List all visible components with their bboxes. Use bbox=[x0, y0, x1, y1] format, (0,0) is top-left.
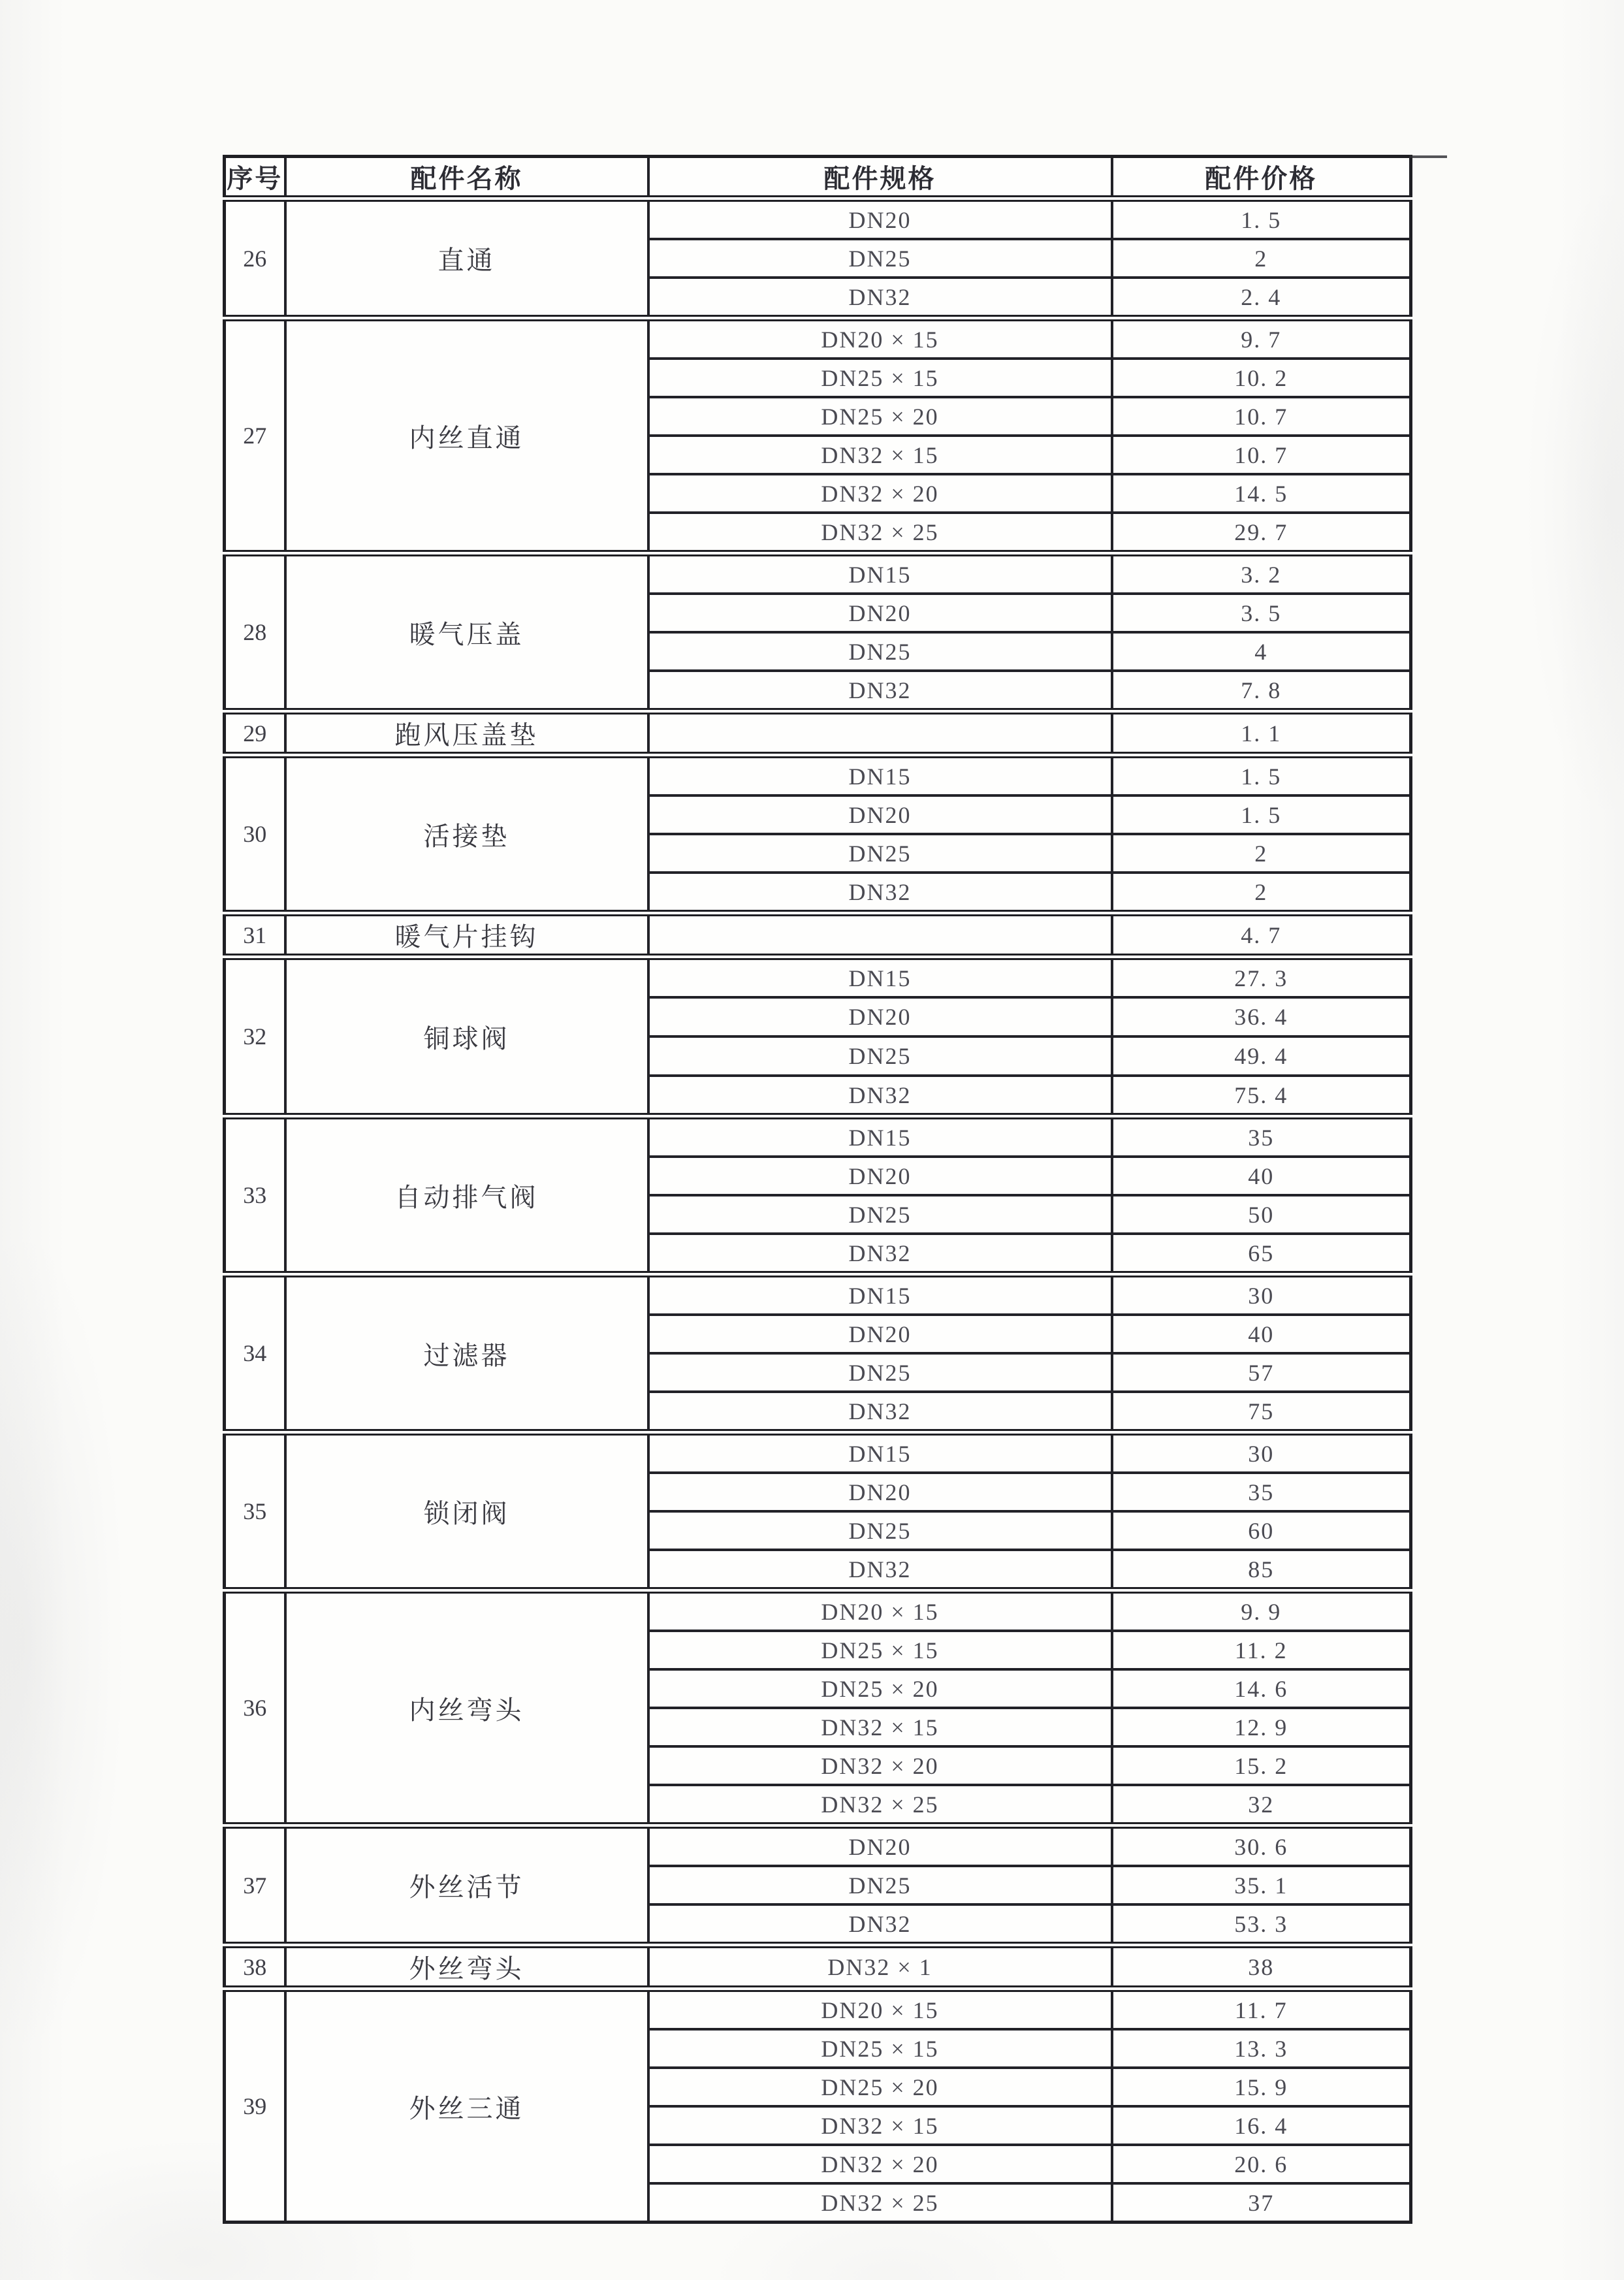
serial-number: 31 bbox=[225, 913, 285, 957]
part-spec: DN25 × 15 bbox=[648, 1631, 1112, 1669]
part-price: 20. 6 bbox=[1112, 2145, 1411, 2183]
part-name: 内丝直通 bbox=[285, 318, 648, 553]
serial-number: 33 bbox=[225, 1116, 285, 1274]
part-name: 暖气片挂钩 bbox=[285, 913, 648, 957]
part-price: 9. 7 bbox=[1112, 318, 1411, 359]
part-price: 9. 9 bbox=[1112, 1590, 1411, 1631]
table-row bbox=[225, 1989, 1411, 2029]
part-spec: DN32 bbox=[648, 1234, 1112, 1274]
table-row bbox=[225, 1825, 1411, 1866]
serial-number: 38 bbox=[225, 1945, 285, 1989]
serial-number: 34 bbox=[225, 1274, 285, 1432]
table-row bbox=[225, 318, 1411, 359]
part-price: 35. 1 bbox=[1112, 1866, 1411, 1904]
part-price: 7. 8 bbox=[1112, 671, 1411, 711]
part-spec: DN20 × 15 bbox=[648, 1590, 1112, 1631]
part-spec: DN25 bbox=[648, 834, 1112, 873]
part-price: 37 bbox=[1112, 2183, 1411, 2223]
part-name: 外丝三通 bbox=[285, 1989, 648, 2223]
part-spec: DN15 bbox=[648, 1116, 1112, 1157]
part-spec: DN25 × 20 bbox=[648, 2068, 1112, 2106]
part-price: 75. 4 bbox=[1112, 1076, 1411, 1116]
part-price: 10. 7 bbox=[1112, 436, 1411, 474]
table-row bbox=[225, 755, 1411, 795]
part-price: 4. 7 bbox=[1112, 913, 1411, 957]
part-price: 32 bbox=[1112, 1785, 1411, 1825]
part-name: 锁闭阀 bbox=[285, 1432, 648, 1590]
part-spec: DN32 × 1 bbox=[648, 1945, 1112, 1989]
part-price: 57 bbox=[1112, 1353, 1411, 1392]
part-spec: DN15 bbox=[648, 1432, 1112, 1473]
part-price: 50 bbox=[1112, 1195, 1411, 1234]
part-spec: DN32 bbox=[648, 278, 1112, 318]
header-row bbox=[225, 157, 1411, 199]
table-row bbox=[225, 199, 1411, 239]
part-name: 自动排气阀 bbox=[285, 1116, 648, 1274]
part-spec: DN25 bbox=[648, 1353, 1112, 1392]
part-price: 2 bbox=[1112, 239, 1411, 278]
part-spec: DN32 × 20 bbox=[648, 2145, 1112, 2183]
table-row bbox=[225, 1116, 1411, 1157]
part-name: 直通 bbox=[285, 199, 648, 318]
table-header bbox=[225, 157, 1411, 199]
table-row bbox=[225, 1945, 1411, 1989]
part-spec: DN32 × 20 bbox=[648, 474, 1112, 513]
serial-number: 30 bbox=[225, 755, 285, 913]
part-price: 13. 3 bbox=[1112, 2029, 1411, 2068]
part-spec bbox=[648, 913, 1112, 957]
part-spec: DN20 bbox=[648, 594, 1112, 632]
part-name: 外丝弯头 bbox=[285, 1945, 648, 1989]
part-price: 30 bbox=[1112, 1432, 1411, 1473]
serial-number: 28 bbox=[225, 553, 285, 711]
serial-number: 29 bbox=[225, 711, 285, 755]
part-spec: DN32 bbox=[648, 1076, 1112, 1116]
part-spec: DN25 × 20 bbox=[648, 397, 1112, 436]
part-spec: DN32 × 15 bbox=[648, 1708, 1112, 1746]
part-price: 15. 2 bbox=[1112, 1746, 1411, 1785]
part-price: 30. 6 bbox=[1112, 1825, 1411, 1866]
part-spec: DN25 × 20 bbox=[648, 1669, 1112, 1708]
part-price: 35 bbox=[1112, 1116, 1411, 1157]
part-price: 36. 4 bbox=[1112, 997, 1411, 1036]
part-price: 12. 9 bbox=[1112, 1708, 1411, 1746]
part-price: 38 bbox=[1112, 1945, 1411, 1989]
part-price: 2 bbox=[1112, 873, 1411, 913]
part-price: 65 bbox=[1112, 1234, 1411, 1274]
part-spec: DN25 × 15 bbox=[648, 359, 1112, 397]
table-row bbox=[225, 1590, 1411, 1631]
part-price: 1. 5 bbox=[1112, 795, 1411, 834]
serial-number: 26 bbox=[225, 199, 285, 318]
part-price: 1. 5 bbox=[1112, 755, 1411, 795]
part-price: 11. 2 bbox=[1112, 1631, 1411, 1669]
part-spec: DN25 bbox=[648, 239, 1112, 278]
part-spec: DN32 bbox=[648, 873, 1112, 913]
part-name: 铜球阀 bbox=[285, 957, 648, 1116]
part-spec: DN25 × 15 bbox=[648, 2029, 1112, 2068]
part-price: 4 bbox=[1112, 632, 1411, 671]
part-spec: DN15 bbox=[648, 755, 1112, 795]
part-spec: DN15 bbox=[648, 957, 1112, 997]
part-spec: DN25 bbox=[648, 1511, 1112, 1550]
part-spec: DN32 × 15 bbox=[648, 2106, 1112, 2145]
part-price: 27. 3 bbox=[1112, 957, 1411, 997]
part-price: 10. 7 bbox=[1112, 397, 1411, 436]
part-name: 跑风压盖垫 bbox=[285, 711, 648, 755]
part-spec: DN20 × 15 bbox=[648, 1989, 1112, 2029]
part-spec: DN25 bbox=[648, 632, 1112, 671]
part-spec: DN20 bbox=[648, 1473, 1112, 1511]
table-row bbox=[225, 711, 1411, 755]
part-price: 29. 7 bbox=[1112, 513, 1411, 553]
table-row bbox=[225, 1432, 1411, 1473]
part-spec: DN32 bbox=[648, 1904, 1112, 1945]
part-spec: DN32 × 15 bbox=[648, 436, 1112, 474]
part-spec: DN25 bbox=[648, 1866, 1112, 1904]
part-price: 10. 2 bbox=[1112, 359, 1411, 397]
part-spec: DN20 bbox=[648, 795, 1112, 834]
part-spec: DN20 bbox=[648, 997, 1112, 1036]
part-price: 2. 4 bbox=[1112, 278, 1411, 318]
part-price: 2 bbox=[1112, 834, 1411, 873]
part-price: 1. 5 bbox=[1112, 199, 1411, 239]
part-spec: DN15 bbox=[648, 553, 1112, 594]
part-name: 暖气压盖 bbox=[285, 553, 648, 711]
part-price: 11. 7 bbox=[1112, 1989, 1411, 2029]
table-row bbox=[225, 1274, 1411, 1315]
part-spec: DN20 bbox=[648, 1157, 1112, 1195]
column-header-part-price: 配件价格 bbox=[1112, 157, 1411, 199]
part-price: 85 bbox=[1112, 1550, 1411, 1590]
part-spec: DN32 bbox=[648, 1392, 1112, 1432]
part-spec: DN32 bbox=[648, 671, 1112, 711]
part-spec: DN20 bbox=[648, 199, 1112, 239]
column-header-part-spec: 配件规格 bbox=[648, 157, 1112, 199]
part-price: 3. 5 bbox=[1112, 594, 1411, 632]
part-spec: DN20 × 15 bbox=[648, 318, 1112, 359]
part-price: 14. 5 bbox=[1112, 474, 1411, 513]
part-spec: DN32 bbox=[648, 1550, 1112, 1590]
part-price: 16. 4 bbox=[1112, 2106, 1411, 2145]
part-spec: DN25 bbox=[648, 1195, 1112, 1234]
part-price: 40 bbox=[1112, 1157, 1411, 1195]
parts-price-table bbox=[223, 155, 1412, 2224]
part-spec: DN32 × 25 bbox=[648, 1785, 1112, 1825]
table-row bbox=[225, 957, 1411, 997]
serial-number: 27 bbox=[225, 318, 285, 553]
part-spec: DN20 bbox=[648, 1825, 1112, 1866]
serial-number: 36 bbox=[225, 1590, 285, 1825]
part-price: 49. 4 bbox=[1112, 1036, 1411, 1076]
part-price: 30 bbox=[1112, 1274, 1411, 1315]
part-spec: DN20 bbox=[648, 1315, 1112, 1353]
part-spec: DN15 bbox=[648, 1274, 1112, 1315]
part-name: 活接垫 bbox=[285, 755, 648, 913]
part-spec bbox=[648, 711, 1112, 755]
serial-number: 35 bbox=[225, 1432, 285, 1590]
part-price: 14. 6 bbox=[1112, 1669, 1411, 1708]
part-price: 3. 2 bbox=[1112, 553, 1411, 594]
part-spec: DN25 bbox=[648, 1036, 1112, 1076]
table-row bbox=[225, 553, 1411, 594]
part-price: 53. 3 bbox=[1112, 1904, 1411, 1945]
part-price: 1. 1 bbox=[1112, 711, 1411, 755]
part-name: 外丝活节 bbox=[285, 1825, 648, 1945]
part-name: 内丝弯头 bbox=[285, 1590, 648, 1825]
table-row bbox=[225, 913, 1411, 957]
scan-artifact-line bbox=[1409, 155, 1447, 158]
part-price: 60 bbox=[1112, 1511, 1411, 1550]
part-spec: DN32 × 25 bbox=[648, 513, 1112, 553]
serial-number: 37 bbox=[225, 1825, 285, 1945]
part-price: 15. 9 bbox=[1112, 2068, 1411, 2106]
column-header-part-name: 配件名称 bbox=[285, 157, 648, 199]
part-spec: DN32 × 25 bbox=[648, 2183, 1112, 2223]
serial-number: 39 bbox=[225, 1989, 285, 2223]
part-name: 过滤器 bbox=[285, 1274, 648, 1432]
column-header-serial: 序号 bbox=[225, 157, 285, 199]
part-spec: DN32 × 20 bbox=[648, 1746, 1112, 1785]
part-price: 35 bbox=[1112, 1473, 1411, 1511]
part-price: 40 bbox=[1112, 1315, 1411, 1353]
serial-number: 32 bbox=[225, 957, 285, 1116]
part-price: 75 bbox=[1112, 1392, 1411, 1432]
parts-table-body bbox=[225, 199, 1411, 2223]
